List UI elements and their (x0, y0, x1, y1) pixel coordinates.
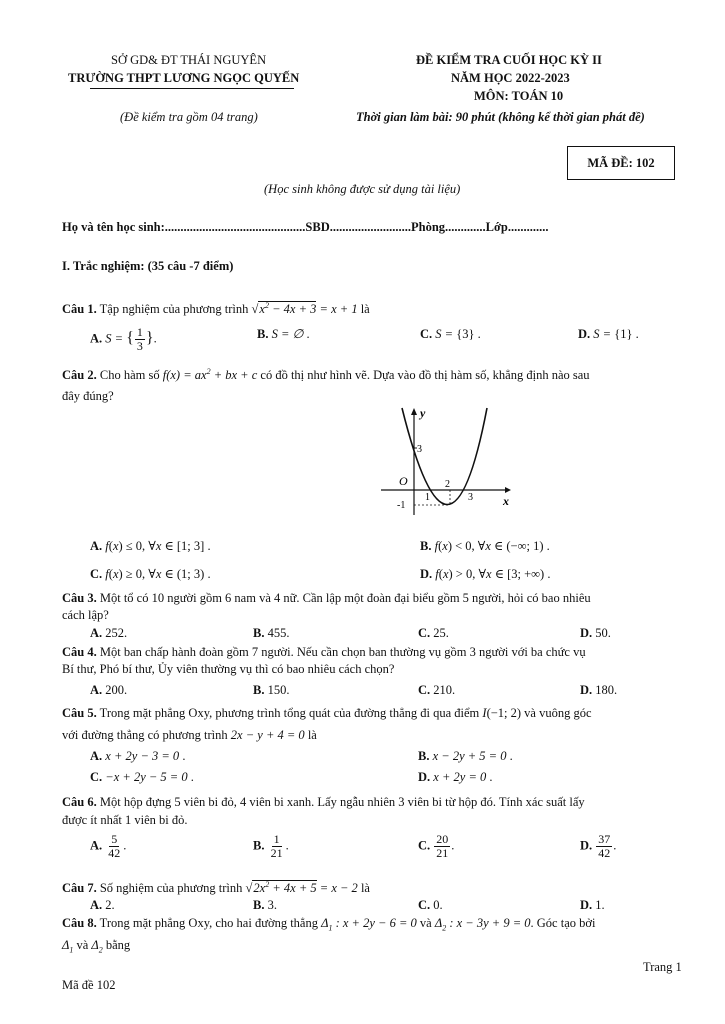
question-8-cont: $\Delta_1$ và $\Delta_2$ bằng (62, 938, 131, 955)
q5-option-a[interactable]: A. x + 2y − 3 = 0 . (90, 749, 186, 763)
q7-option-c[interactable]: C. 0. (418, 898, 443, 912)
q3-option-c[interactable]: C. 25. (418, 626, 449, 640)
origin-label: O (399, 474, 408, 488)
q7-option-d[interactable]: D. 1. (580, 898, 605, 912)
q6-option-b[interactable]: B. $\frac{1}{21}$ . (253, 832, 289, 860)
question-5-cont: với đường thẳng có phương trình 2x − y + 4 = 0 là (62, 728, 317, 742)
tick-label-y3: 3 (417, 444, 422, 455)
q5-option-b[interactable]: B. x − 2y + 5 = 0 . (418, 749, 513, 763)
q1-option-d[interactable]: D. S = {1} . (578, 327, 639, 341)
q1-option-a[interactable]: A. S = { $\frac{1}{3}$ }. (90, 325, 157, 353)
q2-option-d[interactable]: D. f(x) > 0, ∀x ∈ [3; +∞) . (420, 567, 551, 581)
q4-option-d[interactable]: D. 180. (580, 683, 618, 697)
parabola-graph (375, 405, 515, 517)
student-info-line: Họ và tên học sinh:.............................................SBD..........................Phòng.............Lớp............. (62, 220, 549, 234)
tick-label-x2: 2 (445, 479, 450, 490)
y-axis-arrow (411, 408, 417, 415)
no-documents-note: (Học sinh không được sử dụng tài liệu) (264, 182, 461, 196)
q6-option-a[interactable]: A. $\frac{5}{42}$ . (90, 832, 127, 860)
pages-note: (Đề kiểm tra gồm 04 trang) (120, 110, 258, 124)
x-label: x (503, 494, 509, 508)
page-number: Trang 1 (643, 960, 682, 974)
q1-option-b[interactable]: B. S = ∅ . (257, 327, 310, 341)
tick-label-ym1: -1 (397, 500, 406, 511)
q3-option-d[interactable]: D. 50. (580, 626, 611, 640)
school-name: TRƯỜNG THPT LƯƠNG NGỌC QUYẾN (68, 71, 300, 85)
question-4: Câu 4. Một ban chấp hành đoàn gồm 7 người. Nếu cần chọn ban thường vụ gồm 3 người với ba chức vụ (62, 645, 586, 659)
q7-option-b[interactable]: B. 3. (253, 898, 277, 912)
q6-option-d[interactable]: D. $\frac{37}{42}$ . (580, 832, 617, 860)
question-7: Câu 7. Số nghiệm của phương trình $√2x^2 + 4x + 5 = x - 2$ là (62, 880, 370, 895)
q6-option-c[interactable]: C. $\frac{20}{21}$ . (418, 832, 455, 860)
y-label: y (420, 406, 426, 420)
q2-option-a[interactable]: A. f(x) ≤ 0, ∀x ∈ [1; 3] . (90, 539, 211, 553)
q1-equation: $√x^2 - 4x + 3 = x + 1$ (251, 301, 358, 316)
question-3: Câu 3. Một tổ có 10 người gồm 6 nam và 4 nữ. Cần lập một đoàn đại biểu gồm 5 người, hỏi có bao nhiêu (62, 591, 591, 605)
q3-option-b[interactable]: B. 455. (253, 626, 290, 640)
school-underline (90, 88, 294, 89)
school-year: NĂM HỌC 2022-2023 (451, 71, 570, 85)
q5-option-d[interactable]: D. x + 2y = 0 . (418, 770, 493, 784)
footer-exam-code: Mã đề 102 (62, 978, 116, 992)
question-1: Câu 1. Tập nghiệm của phương trình $√x^2 - 4x + 3 = x + 1$ là (62, 301, 370, 316)
question-5: Câu 5. Trong mặt phẳng Oxy, phương trình tổng quát của đường thẳng đi qua điểm I(−1; 2) và vuông góc (62, 706, 592, 720)
question-4-cont: Bí thư, Phó bí thư, Ủy viên thường vụ thì có bao nhiêu cách chọn? (62, 662, 395, 676)
section-title: I. Trắc nghiệm: (35 câu -7 điểm) (62, 259, 234, 273)
exam-code-box: MÃ ĐỀ: 102 (567, 146, 675, 180)
question-3-cont: cách lập? (62, 608, 109, 622)
q4-option-c[interactable]: C. 210. (418, 683, 456, 697)
q3-option-a[interactable]: A. 252. (90, 626, 128, 640)
q5-option-c[interactable]: C. −x + 2y − 5 = 0 . (90, 770, 194, 784)
q1-option-c[interactable]: C. S = {3} . (420, 327, 481, 341)
q7-equation: $√2x^2 + 4x + 5 = x - 2$ (245, 880, 358, 895)
q2-option-b[interactable]: B. f(x) < 0, ∀x ∈ (−∞; 1) . (420, 539, 550, 553)
question-2: Câu 2. Cho hàm số $f(x) = ax^2$ + bx + c có đồ thị như hình vẽ. Dựa vào đồ thị hàm số, khẳng định nào sau (62, 367, 590, 382)
tick-label-x3: 3 (468, 492, 473, 503)
question-6: Câu 6. Một hộp đựng 5 viên bi đỏ, 4 viên bi xanh. Lấy ngẫu nhiên 3 viên bi từ hộp đó. Tính xác suất lấy (62, 795, 585, 809)
subject: MÔN: TOÁN 10 (474, 89, 564, 103)
q7-option-a[interactable]: A. 2. (90, 898, 115, 912)
question-2-cont: đây đúng? (62, 389, 114, 403)
question-6-cont: được ít nhất 1 viên bi đỏ. (62, 813, 188, 827)
q2-function: $f(x) = ax^2$ + bx + c (162, 367, 258, 382)
q4-option-b[interactable]: B. 150. (253, 683, 290, 697)
dept-name: SỞ GD& ĐT THÁI NGUYÊN (111, 53, 267, 67)
question-8: Câu 8. Trong mặt phẳng Oxy, cho hai đường thẳng $\Delta_1$ : x + 2y − 6 = 0 và $\Delta_2$ : x − 3y + 9 = 0. Góc tạo bởi (62, 916, 596, 933)
time-limit: Thời gian làm bài: 90 phút (không kể thời gian phát đề) (356, 110, 645, 124)
exam-title: ĐỀ KIỂM TRA CUỐI HỌC KỲ II (416, 53, 602, 67)
q2-option-c[interactable]: C. f(x) ≥ 0, ∀x ∈ (1; 3) . (90, 567, 211, 581)
tick-label-x1: 1 (425, 492, 430, 503)
x-axis-arrow (505, 487, 511, 493)
q4-option-a[interactable]: A. 200. (90, 683, 128, 697)
